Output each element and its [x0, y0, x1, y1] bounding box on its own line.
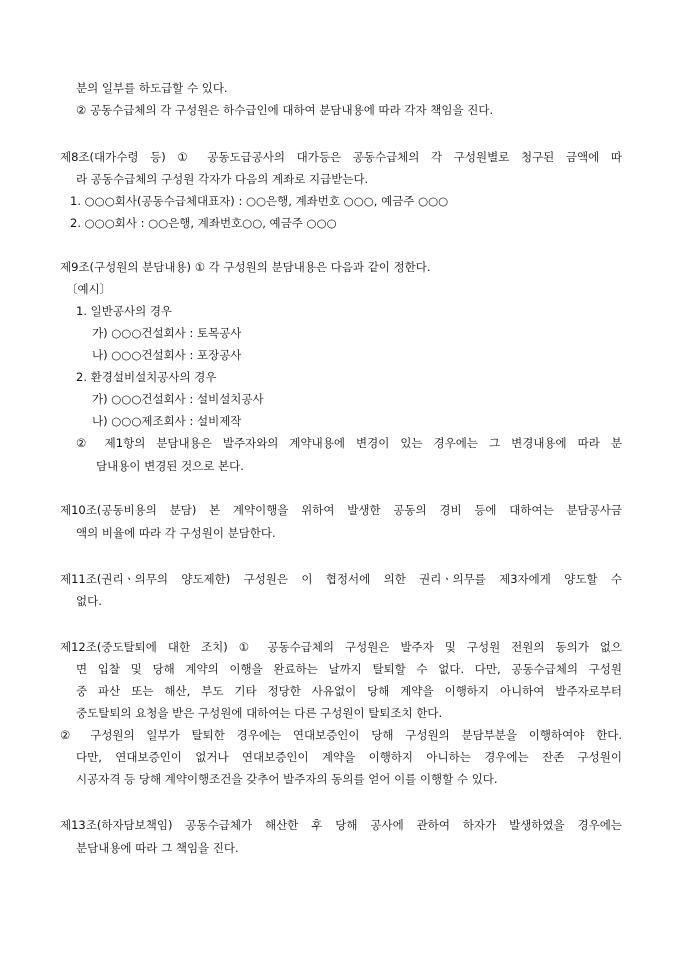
article-9-line: ② 제1항의 분담내용은 발주자와의 계약내용에 변경이 있는 경우에는 그 변경내용에 따라 분 — [76, 436, 622, 450]
list-item: 1. ○○○회사(공동수급체대표자) : ○○은행, 계좌번호 ○○○, 예금주 ○○○ — [70, 194, 449, 208]
text-line: 분의 일부를 하도급할 수 있다. — [76, 81, 228, 95]
article-12-line: 중도탈퇴의 요청을 받은 구성원에 대하여는 다른 구성원이 탈퇴조치 한다. — [76, 706, 443, 720]
article-10-line: 액의 비율에 따라 각 구성원이 분담한다. — [76, 526, 276, 540]
article-13-line: 제13조(하자담보책임) 공동수급체가 해산한 후 당해 공사에 관하여 하자가 발생하였을 경우에는 — [60, 818, 622, 832]
article-12-line: 중 파산 또는 해산, 부도 기타 정당한 사유없이 당해 계약을 이행하지 아니하여 발주자로부터 — [76, 684, 622, 698]
article-9-line: 담내용이 변경된 것으로 본다. — [96, 459, 244, 473]
article-12-line: 면 입찰 및 당해 계약의 이행을 완료하는 날까지 탈퇴할 수 없다. 다만, 공동수급체의 구성원 — [76, 662, 622, 676]
example-label: 〔예시〕 — [66, 282, 112, 296]
article-13-line: 분담내용에 따라 그 책임을 진다. — [76, 841, 239, 855]
list-item: 1. 일반공사의 경우 — [76, 304, 173, 318]
article-10-line: 제10조(공동비용의 분담) 본 계약이행을 위하여 발생한 공동의 경비 등에 대하여는 분담공사금 — [60, 503, 622, 517]
sub-list-item: 가) ○○○건설회사 : 설비설치공사 — [92, 392, 264, 406]
article-12-line: 제12조(중도탈퇴에 대한 조치) ① 공동수급체의 구성원은 발주자 및 구성원 전원의 동의가 없으 — [60, 640, 622, 654]
sub-list-item: 나) ○○○건설회사 : 포장공사 — [92, 348, 242, 362]
article-12-line: 시공자격 등 당해 계약이행조건을 갖추어 발주자의 동의를 얻어 이를 이행할 수 있다. — [76, 772, 498, 786]
article-11-line: 제11조(권리ㆍ의무의 양도제한) 구성원은 이 협정서에 의한 권리ㆍ의무를 제3자에게 양도할 수 — [60, 572, 622, 586]
article-9-line: 제9조(구성원의 분담내용) ① 각 구성원의 분담내용은 다음과 같이 정한다. — [60, 260, 431, 274]
article-12-line: ② 구성원의 일부가 탈퇴한 경우에는 연대보증인이 당해 구성원의 분담부분을 이행하여야 한다. — [60, 728, 622, 742]
article-8-line: 라 공동수급체의 구성원 각자가 다음의 계좌로 지급받는다. — [76, 172, 369, 186]
article-8-line: 제8조(대가수령 등) ① 공동도급공사의 대가등은 공동수급체의 각 구성원별로 청구된 금액에 따 — [60, 150, 622, 164]
list-item: 2. ○○○회사 : ○○은행, 계좌번호○○, 예금주 ○○○ — [70, 216, 337, 230]
article-12-line: 다만, 연대보증인이 없거나 연대보증인이 계약을 이행하지 아니하는 경우에는 잔존 구성원이 — [76, 750, 622, 764]
sub-list-item: 나) ○○○제조회사 : 설비제작 — [92, 414, 242, 428]
sub-list-item: 가) ○○○건설회사 : 토목공사 — [92, 326, 242, 340]
article-11-line: 없다. — [76, 594, 102, 608]
list-item: 2. 환경설비설치공사의 경우 — [76, 370, 217, 384]
text-line: ② 공동수급체의 각 구성원은 하수급인에 대하여 분담내용에 따라 각자 책임을 진다. — [76, 103, 494, 117]
